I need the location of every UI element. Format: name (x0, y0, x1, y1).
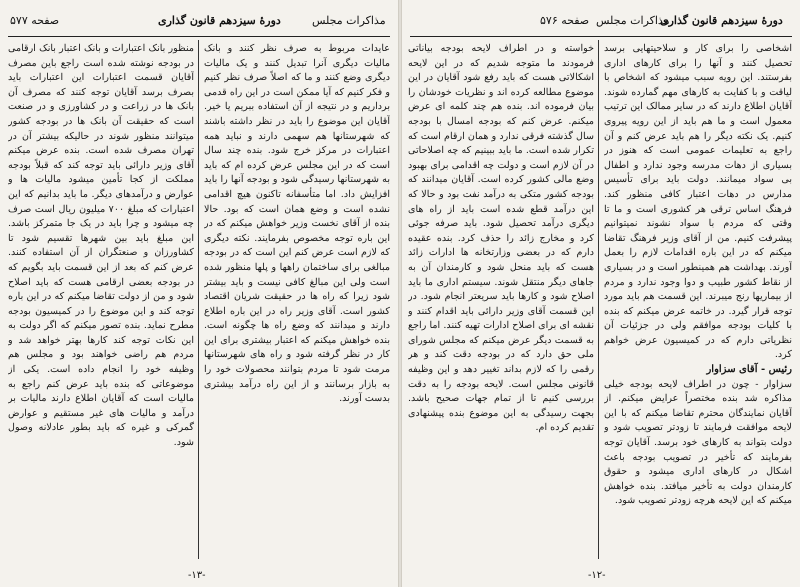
right-page (402, 0, 800, 587)
column-divider (598, 40, 599, 559)
column-text: عایدات مربوط به صرف نظر کنند و بانک مالیات دیگری آنرا تبدیل کنند و یک مالیات دیگری وضع کنند و ما که اصلاً صرف نظر کنیم و فکر کنیم که آیا ممکن است در این راه قدمی برداریم و در نتیجه از آن استفاده ببریم یا خیر. آقایان این موضوع را باید در نظر داشته باشند که شهرستانها هم سهمی دارند و نباید همه اعتبارات در مرکز خرج شود. بنده چند سال است که در این مجلس عرض کرده ام که باید به شهرستانها رسیدگی شود و بودجه آنها را باید افزایش داد. اما متأسفانه تاکنون هیچ اقدامی نشده است و وضع همان است که بود. حالا بنده از آقای نخست وزیر خواهش میکنم که در این باره توجه مخصوص بفرمایند. نکته دیگری که لازم است عرض کنم این است که در بودجه مبالغی برای ساختمان راهها و پلها منظور شده است ولی این مبالغ کافی نیست و باید بیشتر شود زیرا که راه ها در حقیقت شریان اقتصاد کشور است. آقای وزیر راه در این باره اطلاع دارند و میدانند که وضع راه ها چگونه است. بنده خواهش میکنم که اعتبار بیشتری برای این کار در نظر گرفته شود و راه های شهرستانها مرمت شود تا مردم بتوانند محصولات خود را به بازار برسانند و از این راه درآمد بیشتری بدست آورند. (204, 43, 390, 405)
left-page-header (8, 6, 390, 37)
column-text: اشخاصی را برای کار و سلاحیتهایی برسد تحصیل کنند و آنها را برای کارهای اداری بفرستند. این رویه سبب میشود که اشخاص با لیاقت و با کفایت به کارهای مهم گمارده شوند. آقایان اطلاع دارند که در سایر ممالک این ترتیب معمول است و ما هم باید از این رویه پیروی کنیم. یک نکته دیگر را هم باید عرض کنم و آن راجع به تعلیمات عمومی است که هنوز در بسیاری از دهات مدرسه وجود ندارد و اطفال بی سواد میمانند. دولت باید برای تأسیس مدارس در دهات اعتبار کافی منظور کند. فرهنگ اساس ترقی هر کشوری است و ما تا وقتی که مردم با سواد نشوند نمیتوانیم پیشرفت کنیم. من از آقای وزیر فرهنگ تقاضا میکنم که در این باره اقدامات لازم را بعمل آورند. بهداشت هم همینطور است و در بسیاری از نقاط کشور طبیب و دوا وجود ندارد و مردم از بیماریها رنج میبرند. این قسمت هم باید مورد توجه قرار گیرد. در خاتمه عرض میکنم که بنده با کلیات بودجه موافقم ولی در جزئیات آن نظریاتی دارم که در کمیسیون عرض خواهم کرد. (604, 43, 792, 361)
right-page-header (410, 6, 792, 37)
left-page-title: دورهٔ سیزدهم قانون گذاری (158, 14, 281, 27)
column-text: منظور بانک اعتبارات و بانک اعتبار بانک ارقامی در بودجه نوشته شده است راجع باین مصرف آقایان قسمت اعتبارات این اعتبارات باید بصرف برسد آقایان توجه کنند که مصرف آن بانک ها در زراعت و در کشاورزی و در صنعت است که حقیقت آن بانک ها در بودجه کشور میتوانند منظور شوند در حالیکه بیشتر آن در تهران مصرف شده است. بنده عرض میکنم آقای وزیر دارائی باید توجه کند که قبلاً بودجه مملکت از کجا تأمین میشود مالیات ها و عوارض و درآمدهای دیگر. ما باید بدانیم که این اعتبارات که مبلغ ۷۰۰ میلیون ریال است صرف چه میشود و چرا باید در یک جا متمرکز باشد. این مبلغ باید بین شهرها تقسیم شود تا کشاورزان و صنعتگران از آن استفاده کنند. عرض کنم که بعد از این قسمت باید بگویم که در بودجه بعضی ارقامی هست که باید اصلاح شود و من از دولت تقاضا میکنم که در این باره توجه کند و این موضوع را در کمیسیون بودجه مطرح نماید. بنده تصور میکنم که اگر دولت به این نکات توجه کند کارها بهتر خواهد شد و مردم هم راضی خواهند بود و مجلس هم وظیفه خود را انجام داده است. یکی از موضوعاتی که بنده باید عرض کنم راجع به مالیات است که آقایان اطلاع دارند مالیات بر درآمد و مالیات های غیر مستقیم و عوارض گمرکی و غیره که باید بطور عادلانه وصول شود. (8, 43, 194, 449)
left-page-column-1 (8, 42, 194, 557)
right-page-number: صفحه ۵۷۶ (540, 14, 590, 27)
column-text: خواسته و در اطراف لایحه بودجه بیاناتی فرمودند ما متوجه شدیم که در این لایحه اشکالاتی هست که باید رفع شود آقایان در این موضوع مطالعه کرده اند و نظریات خودشان را بیان فرموده اند. بنده هم چند کلمه ای عرض میکنم. عرض کنم که بودجه امسال با بودجه سال گذشته فرقی ندارد و همان ارقام است که تکرار شده است. ما باید ببینیم که چه اصلاحاتی در آن لازم است و دولت چه اقدامی برای بهبود وضع مالی کشور کرده است. آقایان میدانند که بودجه کشور متکی به درآمد نفت بود و حالا که این درآمد قطع شده است باید از راه های دیگری درآمد تحصیل شود. باید صرفه جوئی کرد و مخارج زائد را حذف کرد. بنده عقیده دارم که در بعضی وزارتخانه ها ادارات زائد هست که باید منحل شود و کارمندان آن به جاهای دیگر منتقل شوند. سیستم اداری ما باید اصلاح شود و کارها باید سریعتر انجام شود. در این قسمت آقای وزیر دارائی باید اقدام کنند و نقشه ای برای اصلاح ادارات تهیه کنند. اما راجع به قسمت دیگر عرض میکنم که مجلس شورای ملی حق دارد که در بودجه دقت کند و هر رقمی را که لازم بداند تغییر دهد و این وظیفه قانونی مجلس است. لایحه بودجه را به دقت بررسی کنیم تا از تمام جهات صحیح باشد. بجهت رسیدگی به این موضوع بنده پیشنهادی تقدیم کرده ام. (408, 43, 594, 434)
left-page-folio: -۱۳- (188, 570, 206, 581)
right-page-title: دورهٔ سیزدهم قانون گذاری (660, 14, 783, 27)
left-page-subtitle: مذاکرات مجلس (312, 14, 386, 27)
right-page-folio: -۱۲- (588, 570, 606, 581)
left-page (0, 0, 398, 587)
speaker-heading: رئیس - آقای سزاوار (706, 364, 792, 376)
column-divider (198, 40, 199, 559)
column-text: سزاوار - چون در اطراف لایحه بودجه خیلی مذاکره شد بنده مختصراً عرایض میکنم. از آقایان نمایندگان محترم تقاضا میکنم که با این لایحه موافقت فرمایند تا زودتر تصویب شود و دولت بتواند به کارهای خود برسد. آقایان توجه بفرمایند که تأخیر در تصویب بودجه باعث اشکال در کارهای اداری میشود و حقوق کارمندان دولت به تأخیر میافتد. بنده خواهش میکنم که این لایحه هرچه زودتر تصویب شود. (604, 378, 792, 507)
right-page-column-2 (604, 42, 792, 557)
right-page-column-1 (408, 42, 594, 557)
left-page-column-2 (204, 42, 390, 557)
left-page-number: صفحه ۵۷۷ (10, 14, 60, 27)
right-page-subtitle: مذاکرات مجلس (596, 14, 670, 27)
